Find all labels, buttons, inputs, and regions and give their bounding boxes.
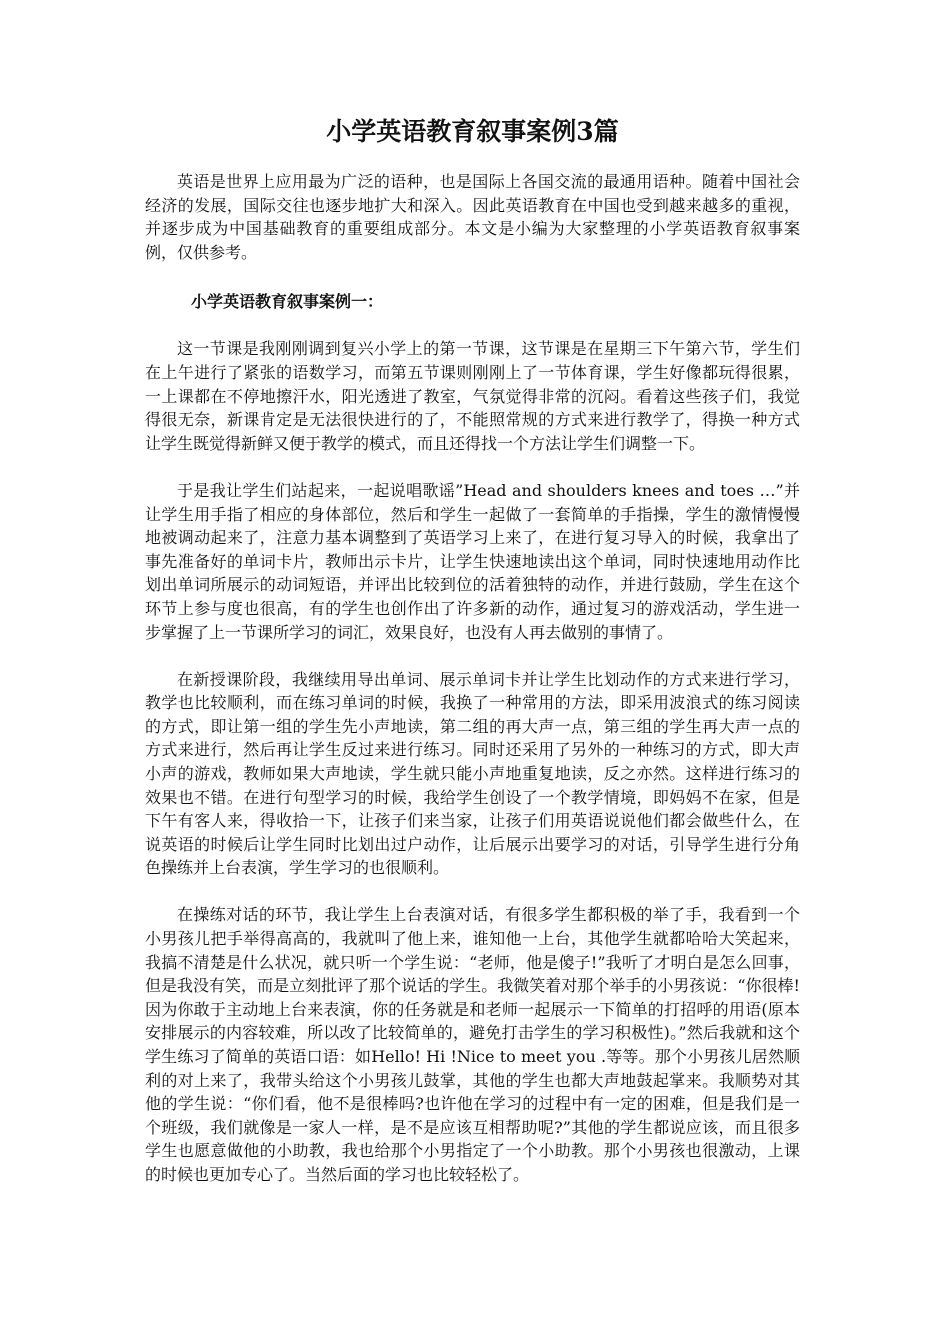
body-paragraph-4: 在操练对话的环节，我让学生上台表演对话，有很多学生都积极的举了手，我看到一个小男孩儿把手举得高高的，我就叫了他上来，谁知他一上台，其他学生就都哈哈大笑起来，我搞不清楚是什么状况，就只听一个学生说：“老师，他是傻子!”我听了才明白是怎么回事，但是我没有笑，而是立刻批评了那个说话的学生。我微笑着对那个举手的小男孩说：“你很棒!因为你敢于主动地上台来表演，你的任务就是和老师一起展示一下简单的打招呼的用语(原本安排展示的内容较难，所以改了比较简单的，避免打击学生的学习积极性)。”然后我就和这个学生练习了简单的英语口语：如Hello! Hi !Nice to meet you .等等。那个小男孩儿居然顺利的对上来了，我带头给这个小男孩儿鼓掌，其他的学生也都大声地鼓起掌来。我顺势对其他的学生说：“你们看，他不是很棒吗?也许他在学习的过程中有一定的困难，但是我们是一个班级，我们就像是一家人一样，是不是应该互相帮助呢?”其他的学生都说应该，而且很多学生也愿意做他的小助教，我也给那个小男指定了一个小助教。那个小男孩也很激动，上课的时候也更加专心了。当然后面的学习也比较轻松了。 — [145, 905, 800, 1184]
section-heading: 小学英语教育叙事案例一： — [191, 292, 384, 312]
document-page — [145, 112, 800, 1210]
intro-paragraph: 英语是世界上应用最为广泛的语种，也是国际上各国交流的最通用语种。随着中国社会经济的发展，国际交往也逐步地扩大和深入。因此英语教育在中国也受到越来越多的重视，并逐步成为中国基础教育的重要组成部分。本文是小编为大家整理的小学英语教育叙事案例，仅供参考。 — [145, 172, 800, 262]
body-paragraph-3: 在新授课阶段，我继续用导出单词、展示单词卡并让学生比划动作的方式来进行学习，教学也比较顺利，而在练习单词的时候，我换了一种常用的方法，即采用波浪式的练习阅读的方式，即让第一组的学生先小声地读，第二组的再大声一点，第三组的学生再大声一点的方式来进行，然后再让学生反过来进行练习。同时还采用了另外的一种练习的方式，即大声小声的游戏，教师如果大声地读，学生就只能小声地重复地读，反之亦然。这样进行练习的效果也不错。在进行句型学习的时候，我给学生创设了一个教学情境，即妈妈不在家，但是下午有客人来，得收拾一下，让孩子们来当家，让孩子们用英语说说他们都会做些什么，在说英语的时候后让学生同时比划出过户动作，让后展示出要学习的对话，引导学生进行分角色操练并上台表演，学生学习的也很顺利。 — [145, 669, 800, 878]
body-paragraph-1: 这一节课是我刚刚调到复兴小学上的第一节课，这节课是在星期三下午第六节，学生们在上午进行了紧张的语数学习，而第五节课则刚刚上了一节体育课，学生好像都玩得很累，一上课都在不停地擦汗水，阳光透进了教室，气氛觉得非常的沉闷。看着这些孩子们，我觉得很无奈，新课肯定是无法很快进行的了，不能照常规的方式来进行教学了，得换一种方式让学生既觉得新鲜又便于教学的模式，而且还得找一个方法让学生们调整一下。 — [145, 339, 800, 453]
document-title: 小学英语教育叙事案例3篇 — [326, 117, 619, 146]
body-paragraph-2: 于是我让学生们站起来，一起说唱歌谣”Head and shoulders knees and toes …”并让学生用手指了相应的身体部位，然后和学生一起做了一套简单的手指操，学生的激情慢慢地被调动起来了，注意力基本调整到了英语学习上来了，在进行复习导入的时候，我拿出了事先准备好的单词卡片，教师出示卡片，让学生快速地读出这个单词，同时快速地用动作比划出单词所展示的动词短语，并评出比较到位的活着独特的动作，并进行鼓励，学生在这个环节上参与度也很高，有的学生也创作出了许多新的动作，通过复习的游戏活动，学生进一步掌握了上一节课所学习的词汇，效果良好，也没有人再去做别的事情了。 — [145, 480, 800, 642]
